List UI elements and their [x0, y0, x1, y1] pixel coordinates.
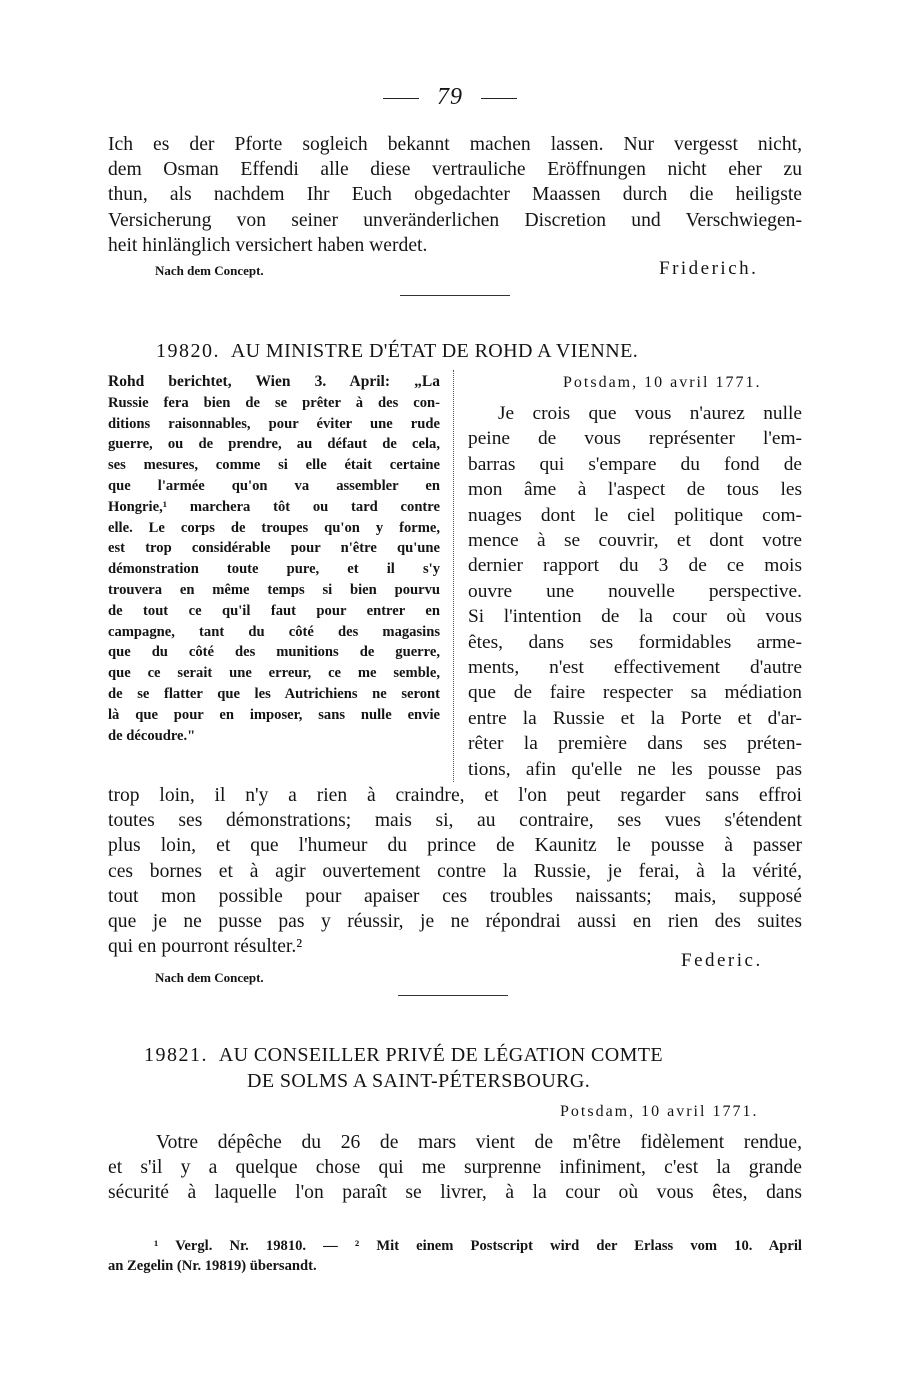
- section-divider: [400, 295, 510, 296]
- text-line: qui en pourront résulter.²: [108, 936, 303, 958]
- source-note: Nach dem Concept.: [155, 263, 264, 278]
- text-line: dernier rapport du 3 de ce mois: [468, 555, 802, 577]
- text-line: campagne, tant du côté des magasins: [108, 623, 440, 640]
- text-line: Votre dépêche du 26 de mars vient de m'être fidèlement rendue,: [156, 1132, 802, 1153]
- text-line: que de faire respecter sa médiation: [468, 682, 802, 704]
- text-line: ments, n'est effectivement d'autre: [468, 657, 802, 679]
- text-line: Si l'intention de la cour où vous: [468, 606, 802, 628]
- text-line: peine de vous représenter l'em-: [468, 428, 802, 450]
- text-line: que l'armée qu'on va assembler en: [108, 477, 440, 494]
- text-line: sécurité à laquelle l'on paraît se livrer, à la cour où vous êtes, dans: [108, 1182, 802, 1204]
- text-line: trouvera en même temps si bien pourvu: [108, 581, 440, 598]
- letter-number: 19820.: [156, 340, 220, 362]
- letter-title-continued: DE SOLMS A SAINT-PÉTERSBOURG.: [247, 1070, 591, 1092]
- text-line: de se flatter que les Autrichiens ne seront: [108, 685, 440, 702]
- text-line: de tout ce qu'il faut pour entrer en: [108, 602, 440, 619]
- text-line: barras qui s'empare du fond de: [468, 453, 802, 475]
- page-number: [0, 84, 900, 111]
- text-line: heit hinlänglich versichert haben werdet.: [108, 234, 428, 256]
- text-line: ditions raisonnables, pour éviter une rude: [108, 415, 440, 432]
- letter-title: AU CONSEILLER PRIVÉ DE LÉGATION COMTE: [218, 1044, 664, 1066]
- footnote-line: ¹ Vergl. Nr. 19810. — ² Mit einem Postscript wird der Erlass vom 10. April: [154, 1238, 802, 1254]
- footnote-line: an Zegelin (Nr. 19819) übersandt.: [108, 1258, 317, 1274]
- letter-number: 19821.: [144, 1044, 208, 1066]
- text-line: Hongrie,¹ marchera tôt ou tard contre: [108, 498, 440, 515]
- text-line: mon âme à l'aspect de tous les: [468, 479, 802, 501]
- dateline: Potsdam, 10 avril 1771.: [560, 1103, 759, 1120]
- page-number-text: 79: [437, 84, 463, 110]
- column-divider: [453, 370, 454, 782]
- text-line: ouvre une nouvelle perspective.: [468, 580, 802, 602]
- section-divider: [398, 995, 508, 996]
- text-line: plus loin, et que l'humeur du prince de Kaunitz le pousse à passer: [108, 835, 802, 857]
- letter-title: AU MINISTRE D'ÉTAT DE ROHD A VIENNE.: [230, 340, 639, 362]
- text-line: est trop considérable pour n'être qu'une: [108, 540, 440, 557]
- text-line: que ce serait une erreur, ce me semble,: [108, 665, 440, 682]
- text-line: guerre, ou de prendre, au défaut de cela,: [108, 436, 440, 453]
- text-line: que je ne pusse pas y réussir, je ne répondrai aussi en rien des suites: [108, 911, 802, 933]
- text-line: trop loin, il n'y a rien à craindre, et l'on peut regarder sans effroi: [108, 785, 802, 806]
- text-line: là que pour en imposer, sans nulle envie: [108, 706, 440, 723]
- text-line: êtes, dans ses formidables arme-: [468, 631, 802, 653]
- signature: Federic.: [681, 950, 763, 971]
- text-line: mence à se couvrir, et dont votre: [468, 530, 802, 552]
- text-line: que du côté des munitions de guerre,: [108, 644, 440, 661]
- text-line: dem Osman Effendi alle diese vertrauliche Eröffnungen nicht eher zu: [108, 159, 802, 181]
- text-line: ces bornes et à agir ouvertement contre la Russie, je ferai, à la vérité,: [108, 860, 802, 882]
- text-line: thun, als nachdem Ihr Euch obgedachter Maassen durch die heiligste: [108, 184, 802, 206]
- letter-body-column: [468, 401, 802, 782]
- text-line: Versicherung von seiner unveränderlichen Discretion und Verschwiegen-: [108, 209, 802, 231]
- dateline: Potsdam, 10 avril 1771.: [563, 374, 762, 391]
- text-line: Russie fera bien de se prêter à des con-: [108, 394, 440, 411]
- page-number-dash-left: [383, 98, 419, 99]
- source-note: Nach dem Concept.: [155, 970, 264, 985]
- letter-body: [108, 1130, 802, 1206]
- text-line: ses mesures, comme si elle était certaine: [108, 457, 440, 474]
- text-line: tout mon possible pour apaiser ces troubles naissants; mais, supposé: [108, 885, 802, 907]
- letter-continuation: [108, 783, 802, 959]
- text-line: Rohd berichtet, Wien 3. April: „La: [108, 373, 440, 390]
- text-line: entre la Russie et la Porte et d'ar-: [468, 707, 802, 729]
- text-line: Ich es der Pforte sogleich bekannt machen lassen. Nur vergesst nicht,: [108, 134, 802, 155]
- text-line: nuages dont le ciel politique com-: [468, 504, 802, 526]
- footnotes: [108, 1236, 802, 1276]
- text-line: et s'il y a quelque chose qui me surprenne infiniment, c'est la grande: [108, 1157, 802, 1179]
- text-line: Je crois que vous n'aurez nulle: [498, 403, 802, 424]
- intro-paragraph: [108, 132, 802, 258]
- text-line: rêter la première dans ses préten-: [468, 733, 802, 755]
- letter-heading: [144, 1044, 663, 1067]
- letter-heading: [156, 340, 638, 363]
- text-line: démonstration toute pure, et il s'y: [108, 561, 440, 578]
- text-line: elle. Le corps de troupes qu'on y forme,: [108, 519, 440, 536]
- text-line: toutes ses démonstrations; mais si, au contraire, ses vues s'étendent: [108, 810, 802, 832]
- page-number-dash-right: [481, 98, 517, 99]
- report-summary: [108, 372, 440, 746]
- text-line: tions, afin qu'elle ne les pousse pas: [468, 758, 802, 780]
- text-line: de découdre.": [108, 727, 196, 744]
- signature: Friderich.: [659, 258, 759, 279]
